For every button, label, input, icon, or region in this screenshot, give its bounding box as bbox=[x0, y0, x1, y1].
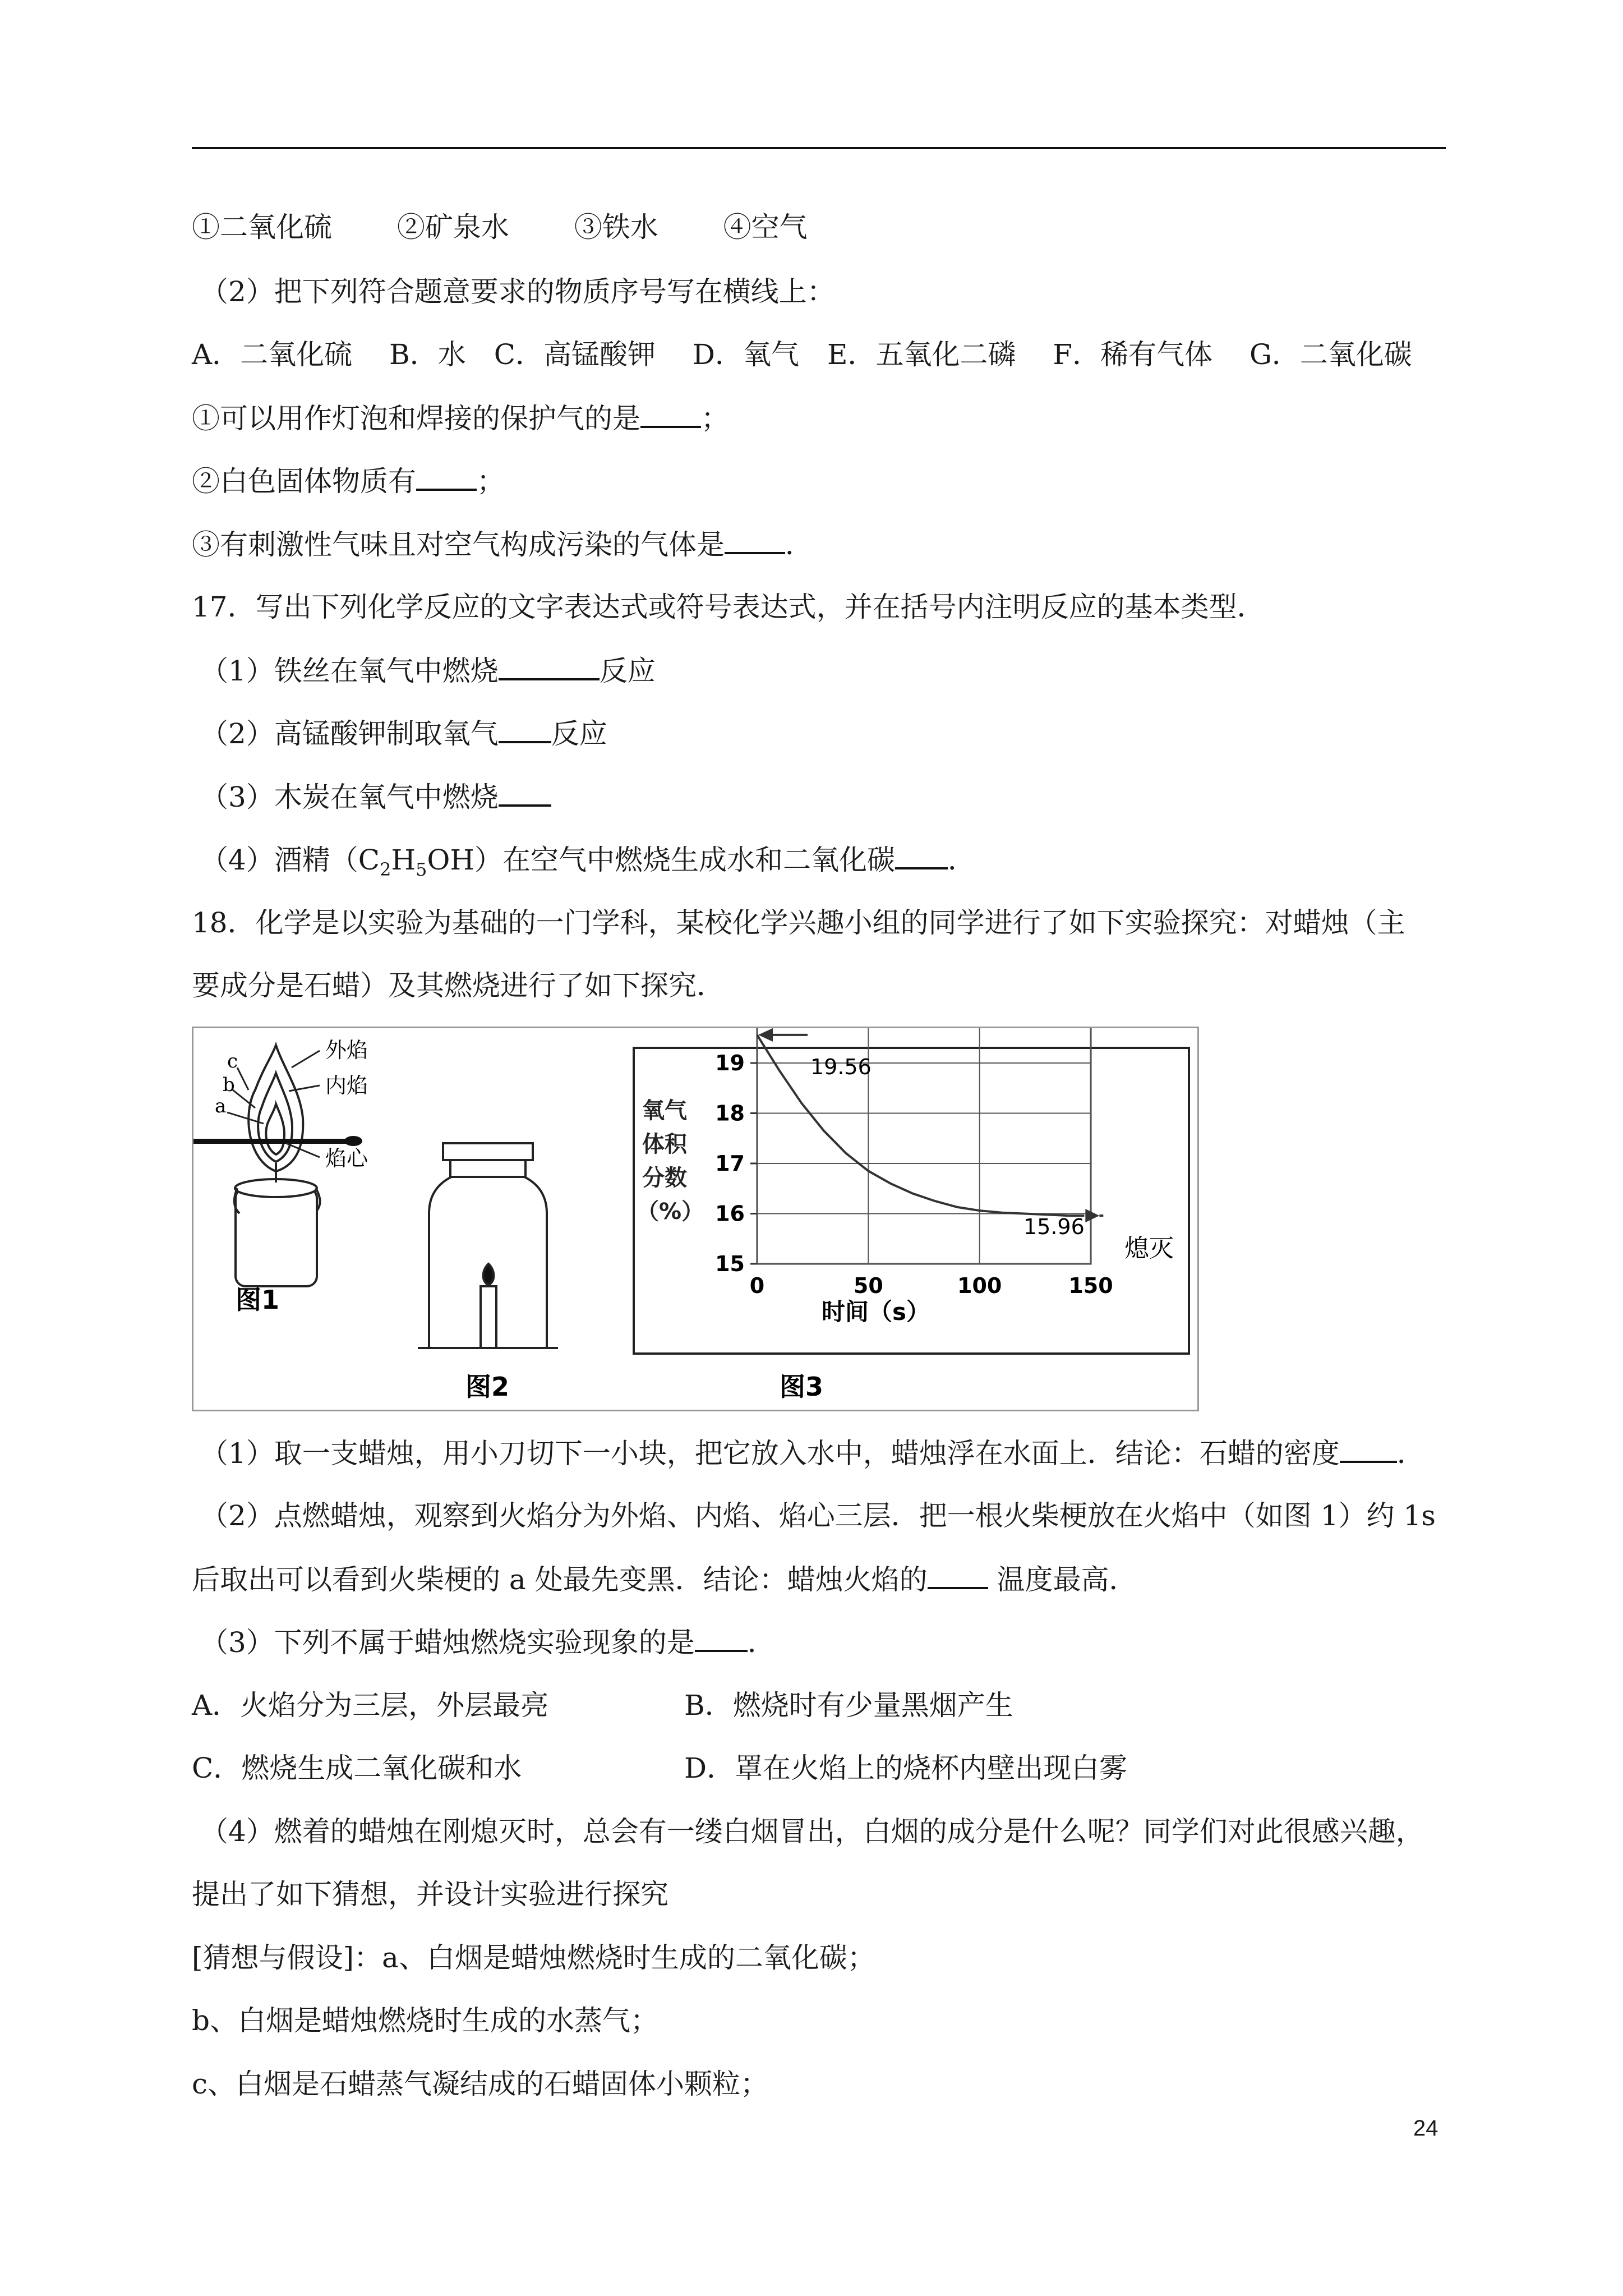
q18-part3: （3）下列不属于蜡烛燃烧实验现象的是 ． bbox=[200, 1626, 776, 1659]
x-tick-label: 0 bbox=[749, 1273, 765, 1298]
fig1-outer-label: 外焰 bbox=[325, 1038, 368, 1062]
x-tick-label: 50 bbox=[853, 1273, 883, 1298]
fig1-c-label: c bbox=[227, 1050, 238, 1073]
fig3-start-arrow bbox=[758, 1028, 808, 1042]
q16-options: ①二氧化硫 ②矿泉水 ③铁水 ④空气 bbox=[192, 211, 808, 243]
fig3-end-note: 熄灭 bbox=[1124, 1234, 1174, 1263]
fig2-caption: 图2 bbox=[465, 1372, 510, 1402]
q16-item2: ②白色固体物质有 ； bbox=[192, 465, 505, 498]
fig3-ylabel-1: 氧气 bbox=[642, 1098, 687, 1124]
answer-blank[interactable] bbox=[1340, 1436, 1397, 1463]
end-arrow-head bbox=[1085, 1209, 1099, 1222]
fig3-caption: 图3 bbox=[780, 1372, 824, 1402]
y-tick-label: 15 bbox=[715, 1251, 745, 1276]
q17-item4: （4）酒精$(C_2H_5OH)$在空气中燃烧生成水和二氧化碳 ． bbox=[200, 844, 976, 880]
answer-blank[interactable] bbox=[499, 716, 551, 743]
hypothesis-a: [猜想与假设]：a、白烟是蜡烛燃烧时生成的二氧化碳； bbox=[192, 1941, 875, 1974]
fig1-b-label: b bbox=[223, 1074, 235, 1096]
answer-blank[interactable] bbox=[695, 1625, 748, 1652]
q18-stem-cont: 要成分是石蜡）及其燃烧进行了如下探究． bbox=[192, 969, 725, 1002]
answer-blank[interactable] bbox=[416, 464, 477, 491]
hypothesis-c: c、白烟是石蜡蒸气凝结成的石蜡固体小颗粒； bbox=[192, 2068, 769, 2100]
q18-part4: （4）燃着的蜡烛在刚熄灭时，总会有一缕白烟冒出，白烟的成分是什么呢？同学们对此很感兴趣， bbox=[200, 1815, 1424, 1848]
figures-svg bbox=[193, 1028, 1197, 1410]
q18-option-c: C．燃烧生成二氧化碳和水 bbox=[192, 1752, 522, 1784]
q17-stem: 17．写出下列化学反应的文字表达式或符号表达式，并在括号内注明反应的基本类型． bbox=[192, 591, 1265, 623]
answer-blank[interactable] bbox=[640, 401, 701, 428]
q17-item3: （3）木炭在氧气中燃烧 bbox=[200, 780, 551, 814]
fig1-caption: 图1 bbox=[236, 1285, 280, 1315]
fig3-start-value: 19.56 bbox=[810, 1055, 872, 1079]
page-number: 24 bbox=[1413, 2116, 1438, 2141]
q18-part4-cont: 提出了如下猜想，并设计实验进行探究 bbox=[192, 1878, 668, 1911]
fig3-end-value: 15.96 bbox=[1023, 1214, 1085, 1239]
q17-item1: （1）铁丝在氧气中燃烧 反应 bbox=[200, 655, 656, 687]
fig3-xlabel: 时间（s） bbox=[822, 1298, 930, 1326]
y-tick-label: 17 bbox=[715, 1151, 745, 1176]
q16-item1: ①可以用作灯泡和焊接的保护气的是 ； bbox=[192, 402, 729, 435]
q17-item2: （2）高锰酸钾制取氧气 反应 bbox=[200, 717, 607, 750]
fig3-ylabel-4: （%） bbox=[637, 1199, 704, 1225]
q18-part2: （2）点燃蜡烛，观察到火焰分为外焰、内焰、焰心三层．把一根火柴梗放在火焰中（如图 1）约 1s bbox=[200, 1499, 1436, 1532]
q16-part2: （2）把下列符合题意要求的物质序号写在横线上： bbox=[200, 275, 835, 308]
header-rule bbox=[192, 147, 1446, 149]
hypothesis-b: b、白烟是蜡烛燃烧时生成的水蒸气； bbox=[192, 2004, 659, 2037]
fig1-inner-label: 内焰 bbox=[325, 1073, 368, 1098]
answer-blank[interactable] bbox=[725, 527, 785, 554]
q18-option-a: A．火焰分为三层，外层最亮 bbox=[192, 1689, 549, 1722]
y-tick-label: 16 bbox=[715, 1201, 745, 1226]
q16-choices: A．二氧化硫 B．水 C．高锰酸钾 D．氧气 E．五氧化二磷 F．稀有气体 G．二氧化碳 bbox=[192, 338, 1412, 371]
q18-stem: 18．化学是以实验为基础的一门学科，某校化学兴趣小组的同学进行了如下实验探究：对蜡烛（主 bbox=[192, 907, 1405, 939]
fig3-series-line bbox=[757, 1035, 1068, 1216]
answer-blank[interactable] bbox=[895, 843, 948, 869]
figure-2 bbox=[418, 1143, 558, 1348]
answer-blank[interactable] bbox=[499, 654, 600, 680]
fig1-a-label: a bbox=[215, 1095, 227, 1117]
fig1-core-label: 焰心 bbox=[325, 1146, 368, 1171]
y-tick-label: 19 bbox=[715, 1051, 745, 1075]
q18-option-d: D．罩在火焰上的烧杯内壁出现白雾 bbox=[684, 1752, 1128, 1784]
fig3-ylabel-2: 体积 bbox=[642, 1131, 687, 1157]
y-tick-label: 18 bbox=[715, 1101, 745, 1126]
x-tick-label: 100 bbox=[957, 1273, 1002, 1298]
fig3-ticks bbox=[715, 1051, 1113, 1298]
q18-part1: （1）取一支蜡烛，用小刀切下一小块，把它放入水中，蜡烛浮在水面上．结论：石蜡的密度 ． bbox=[200, 1437, 1425, 1470]
q16-item3: ③有刺激性气味且对空气构成污染的气体是 ． bbox=[192, 528, 813, 561]
q18-option-b: B．燃烧时有少量黑烟产生 bbox=[684, 1689, 1013, 1722]
answer-blank[interactable] bbox=[499, 780, 551, 807]
q18-part2-cont: 后取出可以看到火柴梗的 a 处最先变黑．结论：蜡烛火焰的 温度最高． bbox=[192, 1563, 1137, 1596]
figure-panel bbox=[192, 1027, 1199, 1411]
answer-blank[interactable] bbox=[928, 1562, 988, 1589]
x-tick-label: 150 bbox=[1068, 1273, 1113, 1298]
fig3-ylabel-3: 分数 bbox=[642, 1165, 687, 1191]
